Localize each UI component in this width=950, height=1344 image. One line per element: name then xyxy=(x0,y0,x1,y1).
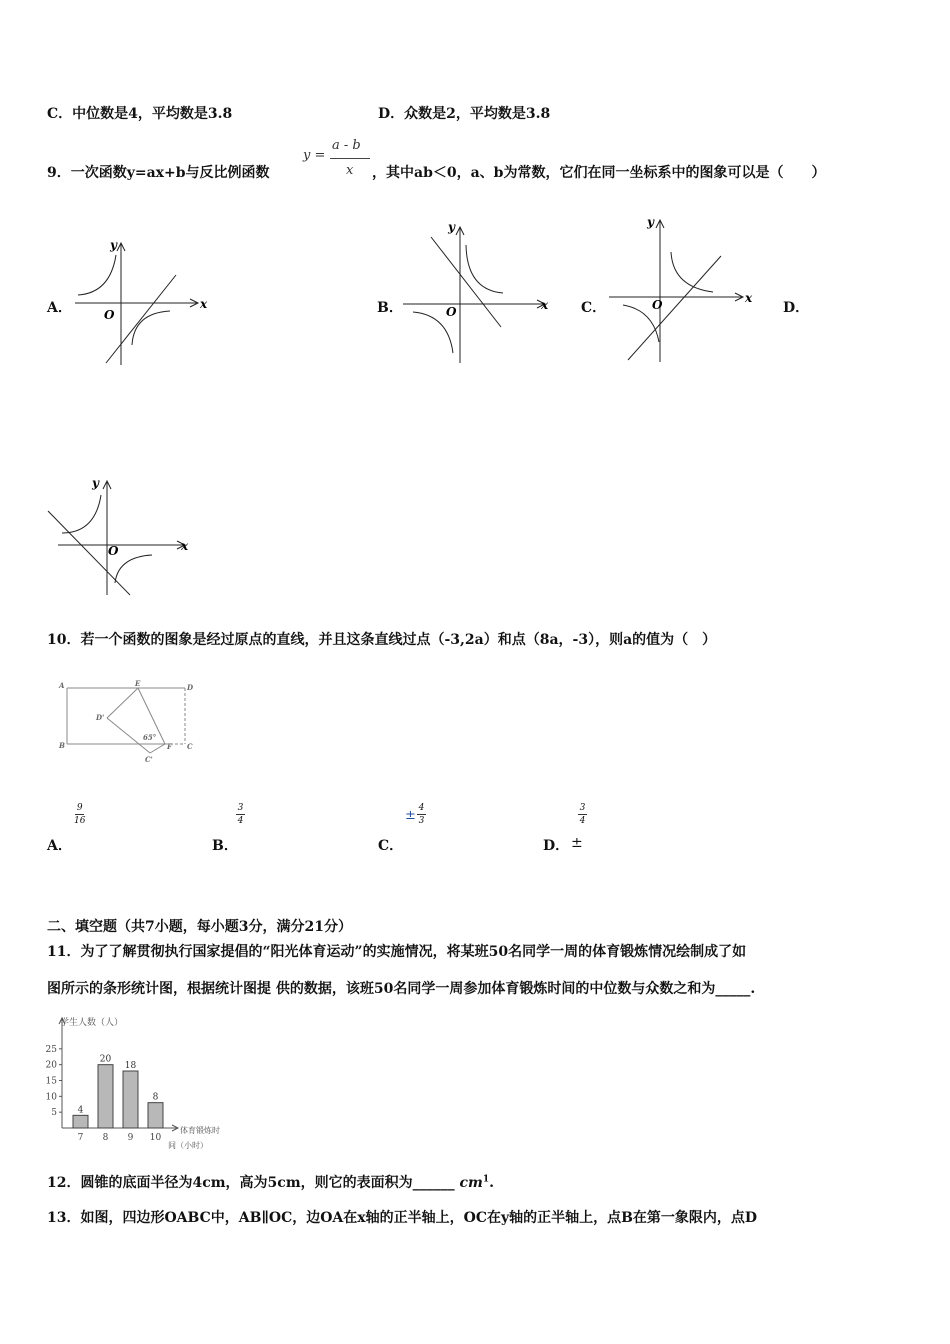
q9-formula-den: x xyxy=(346,163,354,178)
q10-stem: 10．若一个函数的图象是经过原点的直线，并且这条直线过点（-3,2a）和点（8a，-3），则a的值为（ ） xyxy=(47,632,717,648)
q12-unit-sup: 1 xyxy=(482,1174,490,1185)
q10-fig-label-e: E xyxy=(135,680,141,688)
bar xyxy=(148,1103,163,1128)
q10-fig-label-a: A xyxy=(59,681,65,690)
bar-value-label: 8 xyxy=(152,1092,159,1103)
q10-option-a-label: A． xyxy=(47,838,72,854)
q9-a-origin: O xyxy=(104,308,115,322)
chart-xlabel-line2: 间（小时） xyxy=(168,1141,208,1150)
q9-b-x-label: x xyxy=(541,298,549,312)
q9-c-y-label: y xyxy=(647,215,654,229)
q9-d-y-label: y xyxy=(92,476,99,490)
q10-a-fraction xyxy=(74,803,85,826)
chart-title: 学生人数（人） xyxy=(60,1018,124,1028)
q13-stem: 13．如图，四边形OABC中，AB∥OC，边OA在x轴的正半轴上，OC在y轴的正半轴上，点B在第一象限内，点D xyxy=(47,1210,758,1226)
bar-value-label: 18 xyxy=(124,1061,137,1071)
q9-a-y-label: y xyxy=(110,238,117,252)
q10-a-den: 16 xyxy=(74,816,86,826)
q9-b-origin: O xyxy=(446,305,457,319)
q10-c-fraction xyxy=(417,803,426,826)
q9-label-a: A． xyxy=(47,300,72,316)
q10-c-den: 3 xyxy=(418,816,425,826)
q10-d-den: 4 xyxy=(579,816,586,826)
q11-bar-chart xyxy=(40,1010,240,1155)
q10-fig-label-angle: 65° xyxy=(143,733,157,742)
q9-formula-lhs: y = xyxy=(303,148,326,163)
q10-fig-label-dprime: D' xyxy=(96,713,105,722)
bar-value-label: 4 xyxy=(77,1105,84,1116)
x-tick-label: 7 xyxy=(77,1133,84,1143)
q10-fig-label-c: C xyxy=(187,742,193,751)
q11-line2: 图所示的条形统计图，根据统计图提 供的数据，该班50名同学一周参加体育锻炼时间的中位数与众数之和为_____. xyxy=(47,981,756,997)
q10-fig-label-d: D xyxy=(187,683,194,692)
q12-end: . xyxy=(489,1175,494,1191)
q11-line1: 11．为了了解贯彻执行国家提倡的“阳光体育运动”的实施情况，将某班50名同学一周的体育锻炼情况绘制成了如 xyxy=(47,944,747,960)
x-tick-label: 10 xyxy=(149,1133,162,1143)
q10-c-num: 4 xyxy=(418,803,425,813)
q10-option-b-label: B． xyxy=(212,838,238,854)
q9-label-d: D． xyxy=(783,300,810,316)
q9-b-y-label: y xyxy=(448,220,455,234)
y-tick-label: 25 xyxy=(45,1044,57,1055)
bar xyxy=(123,1071,138,1128)
section-2-heading: 二、填空题（共7小题，每小题3分，满分21分） xyxy=(47,919,352,935)
x-tick-label: 8 xyxy=(102,1133,109,1143)
q8-option-d: D．众数是2，平均数是3.8 xyxy=(378,106,551,122)
q10-c-sign: ± xyxy=(405,808,416,823)
chart-xlabel-line1: 体育锻炼时 xyxy=(180,1126,220,1135)
y-tick-label: 10 xyxy=(45,1092,57,1103)
q9-suffix: ，其中ab＜0，a、b为常数，它们在同一坐标系中的图象可以是（ ） xyxy=(372,165,826,181)
q10-b-num: 3 xyxy=(237,803,244,813)
q10-fig-label-b: B xyxy=(59,741,65,750)
q9-graph-c xyxy=(603,212,763,370)
q10-option-c-label: C． xyxy=(378,838,404,854)
q10-d-sign: ± xyxy=(571,835,583,851)
q12-text: 12．圆锥的底面半径为4cm，高为5cm，则它的表面积为______ xyxy=(47,1175,455,1191)
q9-c-x-label: x xyxy=(745,291,753,305)
q10-fig-label-f: F xyxy=(167,742,172,751)
q9-graph-b xyxy=(393,215,558,370)
q9-fraction-bar xyxy=(330,158,370,159)
q9-graph-d xyxy=(40,475,200,603)
x-tick-label: 9 xyxy=(127,1133,134,1143)
q10-d-num: 3 xyxy=(579,803,586,813)
q10-option-d-label: D． xyxy=(543,838,570,854)
q10-b-den: 4 xyxy=(237,816,244,826)
q9-d-origin: O xyxy=(108,544,119,558)
q9-prefix: 9．一次函数y=ax+b与反比例函数 xyxy=(47,165,270,181)
y-tick-label: 5 xyxy=(51,1108,57,1119)
y-tick-label: 20 xyxy=(45,1060,57,1071)
q10-fig-label-cprime: C' xyxy=(145,755,153,764)
q9-label-b: B． xyxy=(377,300,403,316)
q9-formula-num: a - b xyxy=(332,138,361,153)
bar xyxy=(98,1065,113,1128)
q10-figure xyxy=(55,680,205,765)
q9-c-origin: O xyxy=(652,298,663,312)
y-tick-label: 15 xyxy=(45,1076,57,1087)
q9-a-x-label: x xyxy=(200,297,208,311)
bar xyxy=(73,1115,88,1128)
q9-d-x-label: x xyxy=(181,539,189,553)
q9-label-c: C． xyxy=(581,300,607,316)
q10-b-fraction xyxy=(236,803,245,826)
q10-d-fraction xyxy=(578,803,587,826)
q9-graph-a xyxy=(70,235,210,370)
q12-stem xyxy=(47,1172,494,1192)
q12-unit: cm xyxy=(459,1175,483,1191)
q8-option-c: C．中位数是4，平均数是3.8 xyxy=(47,106,233,122)
q10-a-num: 9 xyxy=(76,803,83,813)
bar-value-label: 20 xyxy=(99,1054,112,1065)
